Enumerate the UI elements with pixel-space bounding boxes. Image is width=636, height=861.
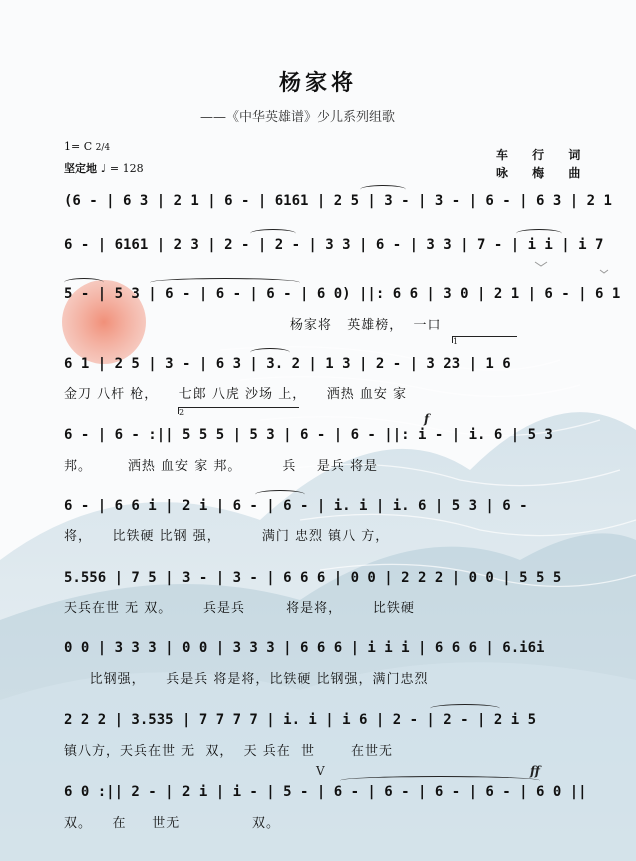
score-row-2-notes: 6 - | 6161 | 2 3 | 2 - | 2 - | 3 3 | 6 - | 3 3 | 7 - | i i | i 7 — [64, 237, 604, 253]
tie-arc — [516, 229, 562, 238]
score-row-7-notes: 5.556 | 7 5 | 3 - | 3 - | 6 6 6 | 0 0 | 2 2 2 | 0 0 | 5 5 5 — [64, 570, 562, 586]
quarter-note-icon: ♩ — [100, 162, 107, 175]
score-row-10-notes: 6 0 :|| 2 - | 2 i | i - | 5 - | 6 - | 6 - | 6 - | 6 - | 6 0 || — [64, 784, 587, 800]
score-row-6-lyrics: 将， 比铁硬 比钢 强， 满门 忠烈 镇八 方， — [64, 529, 390, 544]
time-signature: 2/4 — [95, 143, 111, 153]
score-row-7-lyrics: 天兵在世 无 双。 兵是兵 将是将， 比铁硬 — [64, 601, 415, 616]
composer-credit: 咏 梅 曲 — [496, 166, 591, 180]
tie-arc — [150, 278, 300, 287]
dynamic-fortissimo: ff — [530, 764, 540, 778]
dynamic-forte: f — [424, 412, 430, 426]
tie-arc — [250, 229, 296, 238]
tie-arc — [360, 185, 406, 194]
tempo-value: = 128 — [109, 162, 144, 175]
score-row-10-lyrics: 双。 在 世无 双。 — [64, 816, 281, 831]
key-signature — [64, 140, 110, 153]
score-row-5-lyrics: 邦。 洒热 血安 家 邦。 兵 是兵 将是 — [64, 459, 379, 474]
first-ending-bracket — [452, 336, 517, 346]
tie-arc — [64, 278, 104, 287]
song-title: 杨家将 — [278, 70, 357, 96]
score-row-9-notes: 2 2 2 | 3.535 | 7 7 7 7 | i. i | i 6 | 2 - | 2 - | 2 i 5 — [64, 712, 537, 728]
score-row-4-notes: 6 1 | 2 5 | 3 - | 6 3 | 3. 2 | 1 3 | 2 - | 3 23 | 1 6 — [64, 356, 511, 372]
score-row-9-lyrics: 镇八方，天兵在世 无 双， 天 兵在 世 在世无 — [64, 744, 393, 759]
lyricist-credit: 车 行 词 — [496, 148, 591, 162]
score-row-8-notes: 0 0 | 3 3 3 | 0 0 | 3 3 3 | 6 6 6 | i i i | 6 6 6 | 6.i6i — [64, 640, 545, 656]
tempo-label: 坚定地 — [64, 162, 97, 175]
score-row-3-lyrics: 杨家将 英雄榜， 一口 — [64, 318, 442, 333]
second-ending-bracket — [178, 407, 299, 417]
tie-arc — [340, 776, 540, 785]
score-row-4-lyrics: 金刀 八杆 枪， 七郎 八虎 沙场 上， 洒热 血安 家 — [64, 387, 407, 402]
volta-number: 2 — [179, 408, 185, 417]
tie-arc — [250, 348, 290, 357]
breath-mark: V — [316, 764, 325, 778]
score-row-1-notes: (6 - | 6 3 | 2 1 | 6 - | 6161 | 2 5 | 3 - | 3 - | 6 - | 6 3 | 2 1 — [64, 193, 612, 209]
tie-arc — [255, 490, 305, 499]
tempo-marking — [64, 160, 144, 176]
score-row-3-notes: 5 - | 5 3 | 6 - | 6 - | 6 - | 6 0) ||: 6 6 | 3 0 | 2 1 | 6 - | 6 1 — [64, 286, 621, 302]
score-row-6-notes: 6 - | 6 6 i | 2 i | 6 - | 6 - | i. i | i. 6 | 5 3 | 6 - — [64, 498, 528, 514]
score-row-8-lyrics: 比钢强， 兵是兵 将是将，比铁硬 比钢强，满门忠烈 — [64, 672, 429, 687]
volta-number: 1 — [453, 337, 459, 346]
key-label: 1= C — [64, 140, 93, 153]
song-subtitle: ——《中华英雄谱》少儿系列组歌 — [200, 110, 396, 125]
score-row-5-notes: 6 - | 6 - :|| 5 5 5 | 5 3 | 6 - | 6 - ||: i - | i. 6 | 5 3 — [64, 427, 553, 443]
tie-arc — [430, 704, 500, 713]
